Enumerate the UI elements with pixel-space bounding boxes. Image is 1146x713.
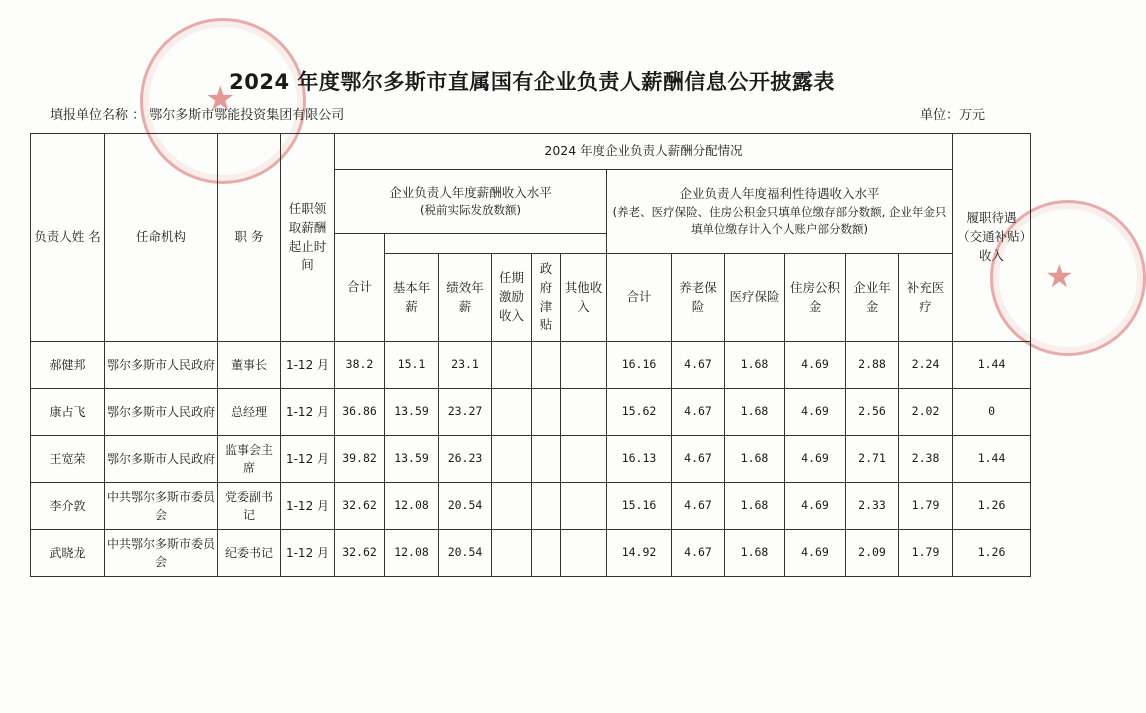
cell-gov (532, 389, 561, 436)
cell-other (561, 342, 607, 389)
cell-supp-medical: 1.79 (899, 483, 953, 530)
cell-other (561, 483, 607, 530)
welfare-group-note: (养老、医疗保险、住房公积金只填单位缴存部分数额, 企业年金只填单位缴存计入个人账户部分数额) (612, 204, 947, 236)
salary-group-note: (税前实际发放数额) (420, 203, 521, 218)
cell-position: 董事长 (218, 342, 281, 389)
cell-period: 1-12 月 (281, 342, 335, 389)
table-row (31, 389, 1031, 436)
header-pension: 养老保险 (672, 254, 725, 342)
welfare-group-title: 企业负责人年度福利性待遇收入水平 (679, 185, 880, 201)
header-other: 其他收入 (561, 254, 607, 342)
cell-welfare-total: 16.16 (607, 342, 672, 389)
cell-org: 鄂尔多斯市人民政府 (105, 389, 218, 436)
cell-annuity: 2.09 (846, 530, 899, 577)
cell-tenure (492, 436, 532, 483)
cell-salary-total: 36.86 (335, 389, 385, 436)
cell-welfare-total: 14.92 (607, 530, 672, 577)
header-org: 任命机构 (105, 134, 218, 342)
cell-org: 中共鄂尔多斯市委员会 (105, 530, 218, 577)
header-base: 基本年薪 (385, 254, 439, 342)
unit-label: 单位：万元 (919, 108, 985, 123)
cell-base: 13.59 (385, 389, 439, 436)
cell-period: 1-12 月 (281, 483, 335, 530)
cell-tenure (492, 342, 532, 389)
cell-name: 李介敦 (31, 483, 105, 530)
cell-medical: 1.68 (725, 483, 785, 530)
cell-supp-medical: 2.02 (899, 389, 953, 436)
cell-period: 1-12 月 (281, 436, 335, 483)
table-row (31, 530, 1031, 577)
cell-name: 武晓龙 (31, 530, 105, 577)
cell-housing: 4.69 (785, 342, 846, 389)
salary-table (30, 133, 1031, 577)
cell-medical: 1.68 (725, 436, 785, 483)
cell-welfare-total: 15.16 (607, 483, 672, 530)
salary-group-title: 企业负责人年度薪酬收入水平 (389, 184, 552, 200)
cell-base: 13.59 (385, 436, 439, 483)
cell-housing: 4.69 (785, 389, 846, 436)
cell-medical: 1.68 (725, 530, 785, 577)
cell-period: 1-12 月 (281, 530, 335, 577)
cell-name: 王宽荣 (31, 436, 105, 483)
cell-duty: 0 (953, 389, 1031, 436)
header-distribution: 2024 年度企业负责人薪酬分配情况 (335, 134, 953, 170)
header-gov: 政府津贴 (532, 254, 561, 342)
cell-other (561, 389, 607, 436)
cell-base: 12.08 (385, 483, 439, 530)
cell-salary-total: 32.62 (335, 530, 385, 577)
cell-annuity: 2.33 (846, 483, 899, 530)
cell-duty: 1.26 (953, 483, 1031, 530)
cell-duty: 1.44 (953, 342, 1031, 389)
star-icon: ★ (1045, 257, 1074, 295)
cell-welfare-total: 15.62 (607, 389, 672, 436)
cell-position: 党委副书记 (218, 483, 281, 530)
cell-annuity: 2.56 (846, 389, 899, 436)
cell-salary-total: 32.62 (335, 483, 385, 530)
cell-pension: 4.67 (672, 483, 725, 530)
cell-annuity: 2.88 (846, 342, 899, 389)
cell-name: 康占飞 (31, 389, 105, 436)
cell-housing: 4.69 (785, 436, 846, 483)
cell-pension: 4.67 (672, 530, 725, 577)
header-salary-total: 合计 (335, 234, 385, 342)
table-row (31, 436, 1031, 483)
cell-org: 鄂尔多斯市人民政府 (105, 436, 218, 483)
header-housing: 住房公积金 (785, 254, 846, 342)
header-duty: 履职待遇（交通补贴）收入 (953, 134, 1031, 342)
cell-annuity: 2.71 (846, 436, 899, 483)
cell-pension: 4.67 (672, 342, 725, 389)
cell-supp-medical: 2.38 (899, 436, 953, 483)
cell-position: 纪委书记 (218, 530, 281, 577)
cell-base: 15.1 (385, 342, 439, 389)
cell-period: 1-12 月 (281, 389, 335, 436)
cell-performance: 23.27 (439, 389, 492, 436)
filler-label: 填报单位名称 ： (50, 108, 146, 123)
cell-medical: 1.68 (725, 342, 785, 389)
table-row (31, 342, 1031, 389)
header-welfare-group (607, 170, 953, 254)
cell-position: 总经理 (218, 389, 281, 436)
cell-tenure (492, 389, 532, 436)
filler-row (50, 104, 985, 123)
cell-other (561, 436, 607, 483)
cell-housing: 4.69 (785, 483, 846, 530)
cell-gov (532, 436, 561, 483)
header-welfare-total: 合计 (607, 254, 672, 342)
cell-position: 监事会主席 (218, 436, 281, 483)
header-tenure: 任期激励收入 (492, 254, 532, 342)
cell-pension: 4.67 (672, 436, 725, 483)
cell-welfare-total: 16.13 (607, 436, 672, 483)
cell-name: 郝健邦 (31, 342, 105, 389)
cell-performance: 26.23 (439, 436, 492, 483)
cell-gov (532, 342, 561, 389)
header-performance: 绩效年薪 (439, 254, 492, 342)
header-salary-group (335, 170, 607, 234)
header-name: 负责人姓 名 (31, 134, 105, 342)
star-icon: ★ (205, 79, 236, 119)
header-salary-spacer (385, 234, 607, 254)
cell-org: 鄂尔多斯市人民政府 (105, 342, 218, 389)
header-position: 职 务 (218, 134, 281, 342)
cell-performance: 23.1 (439, 342, 492, 389)
cell-duty: 1.44 (953, 436, 1031, 483)
header-period: 任职领取薪酬起止时间 (281, 134, 335, 342)
cell-performance: 20.54 (439, 483, 492, 530)
cell-pension: 4.67 (672, 389, 725, 436)
cell-salary-total: 39.82 (335, 436, 385, 483)
cell-base: 12.08 (385, 530, 439, 577)
header-annuity: 企业年金 (846, 254, 899, 342)
cell-supp-medical: 2.24 (899, 342, 953, 389)
cell-org: 中共鄂尔多斯市委员会 (105, 483, 218, 530)
table-row (31, 483, 1031, 530)
cell-gov (532, 530, 561, 577)
cell-tenure (492, 530, 532, 577)
header-medical: 医疗保险 (725, 254, 785, 342)
page-title: 2024 年度鄂尔多斯市直属国有企业负责人薪酬信息公开披露表 (229, 70, 835, 94)
cell-performance: 20.54 (439, 530, 492, 577)
header-supp-medical: 补充医疗 (899, 254, 953, 342)
cell-supp-medical: 1.79 (899, 530, 953, 577)
cell-gov (532, 483, 561, 530)
cell-tenure (492, 483, 532, 530)
cell-housing: 4.69 (785, 530, 846, 577)
cell-medical: 1.68 (725, 389, 785, 436)
cell-other (561, 530, 607, 577)
cell-salary-total: 38.2 (335, 342, 385, 389)
cell-duty: 1.26 (953, 530, 1031, 577)
filler-name: 鄂尔多斯市鄂能投资集团有限公司 (149, 108, 345, 123)
